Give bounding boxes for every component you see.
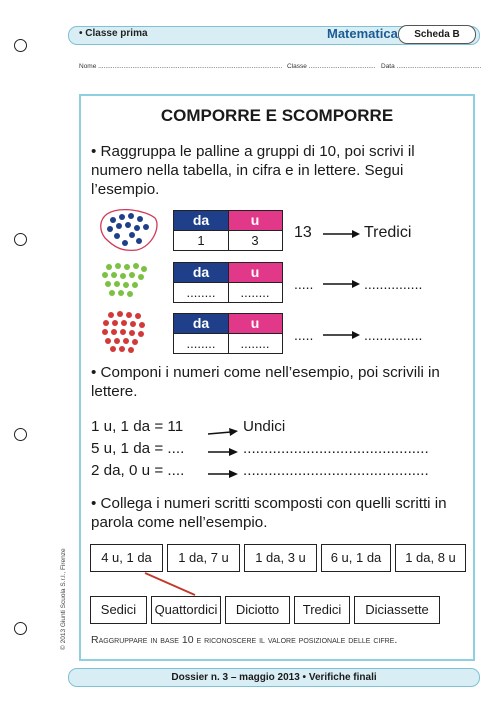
binder-hole (14, 428, 27, 441)
number-word: Tredici (364, 224, 412, 241)
compose-expr-1: 1 u, 1 da = 11 (91, 418, 184, 435)
compose-expr-3[interactable]: 2 da, 0 u = .... (91, 462, 185, 479)
number-value[interactable]: ..... (294, 327, 314, 343)
units-header: u (228, 263, 282, 282)
binder-hole (14, 233, 27, 246)
instruction-2: • Componi i numeri come nell’esempio, poi scrivili in lettere. (91, 364, 440, 400)
footer-bar: Dossier n. 3 – maggio 2013 • Verifiche finali (68, 668, 480, 687)
decomposed-box-1[interactable]: 4 u, 1 da (90, 544, 163, 572)
tens-header: da (174, 263, 228, 282)
arrow-right-icon (207, 468, 239, 480)
compose-answer-1: Undici (243, 418, 286, 435)
units-header: u (228, 211, 282, 230)
number-word[interactable]: ............... (364, 327, 423, 343)
word-box-4[interactable]: Tredici (294, 596, 350, 624)
sheet-badge: Scheda B (398, 25, 476, 44)
units-header: u (228, 314, 282, 333)
binder-hole (14, 622, 27, 635)
arrow-right-icon (207, 424, 239, 436)
connecting-line (141, 572, 201, 596)
compose-answer-2[interactable]: ............................................ (243, 440, 429, 457)
subject-title: Matematica (327, 26, 398, 41)
word-box-2[interactable]: Quattordici (151, 596, 221, 624)
decomposed-box-4[interactable]: 6 u, 1 da (321, 544, 391, 572)
instruction-3: • Collega i numeri scritti scomposti con quelli scritti in parola come nell’esempio. (91, 495, 447, 531)
place-value-table-1 (173, 210, 283, 251)
dot-group-green-icon (99, 261, 151, 301)
tens-cell: 1 (197, 233, 205, 248)
units-cell: 3 (251, 233, 259, 248)
tens-header: da (174, 314, 228, 333)
decomposed-box-3[interactable]: 1 da, 3 u (244, 544, 317, 572)
name-field[interactable]: Nome ...................................................................................................... (79, 63, 283, 70)
class-label: • Classe prima (79, 28, 148, 39)
tens-cell[interactable]: ........ (186, 285, 216, 300)
page-title: COMPORRE E SCOMPORRE (160, 106, 394, 125)
arrow-right-icon (323, 330, 361, 340)
word-box-3[interactable]: Diciotto (225, 596, 290, 624)
dot-group-red-icon (99, 310, 151, 354)
instruction-1: • Raggruppa le palline a gruppi di 10, poi scrivi il numero nella tabella, in cifra e in lettere. Segui l’esempio. (91, 143, 415, 198)
compose-expr-2[interactable]: 5 u, 1 da = .... (91, 440, 185, 457)
units-cell[interactable]: ........ (240, 285, 270, 300)
units-cell[interactable]: ........ (240, 336, 270, 351)
footnote: Raggruppare in base 10 e riconoscere il valore posizionale delle cifre. (91, 634, 398, 646)
date-field[interactable]: Data ............................................... (381, 63, 482, 70)
binder-hole (14, 39, 27, 52)
number-value: 13 (294, 224, 312, 241)
arrow-right-icon (323, 229, 361, 239)
word-box-1[interactable]: Sedici (90, 596, 147, 624)
arrow-right-icon (323, 279, 361, 289)
word-box-5[interactable]: Diciassette (354, 596, 440, 624)
arrow-right-icon (207, 446, 239, 458)
class-field[interactable]: Classe ..................................... (287, 63, 376, 70)
tens-cell[interactable]: ........ (186, 336, 216, 351)
decomposed-box-2[interactable]: 1 da, 7 u (167, 544, 240, 572)
number-value[interactable]: ..... (294, 276, 314, 292)
number-word[interactable]: ............... (364, 276, 423, 292)
place-value-table-2 (173, 262, 283, 303)
place-value-table-3 (173, 313, 283, 354)
compose-answer-3[interactable]: ............................................ (243, 462, 429, 479)
exercise-card (79, 94, 475, 661)
dot-group-blue-icon (99, 208, 161, 252)
decomposed-box-5[interactable]: 1 da, 8 u (395, 544, 466, 572)
copyright-text: © 2013 Giunti Scuola S.r.l., Firenze (60, 548, 67, 650)
tens-header: da (174, 211, 228, 230)
